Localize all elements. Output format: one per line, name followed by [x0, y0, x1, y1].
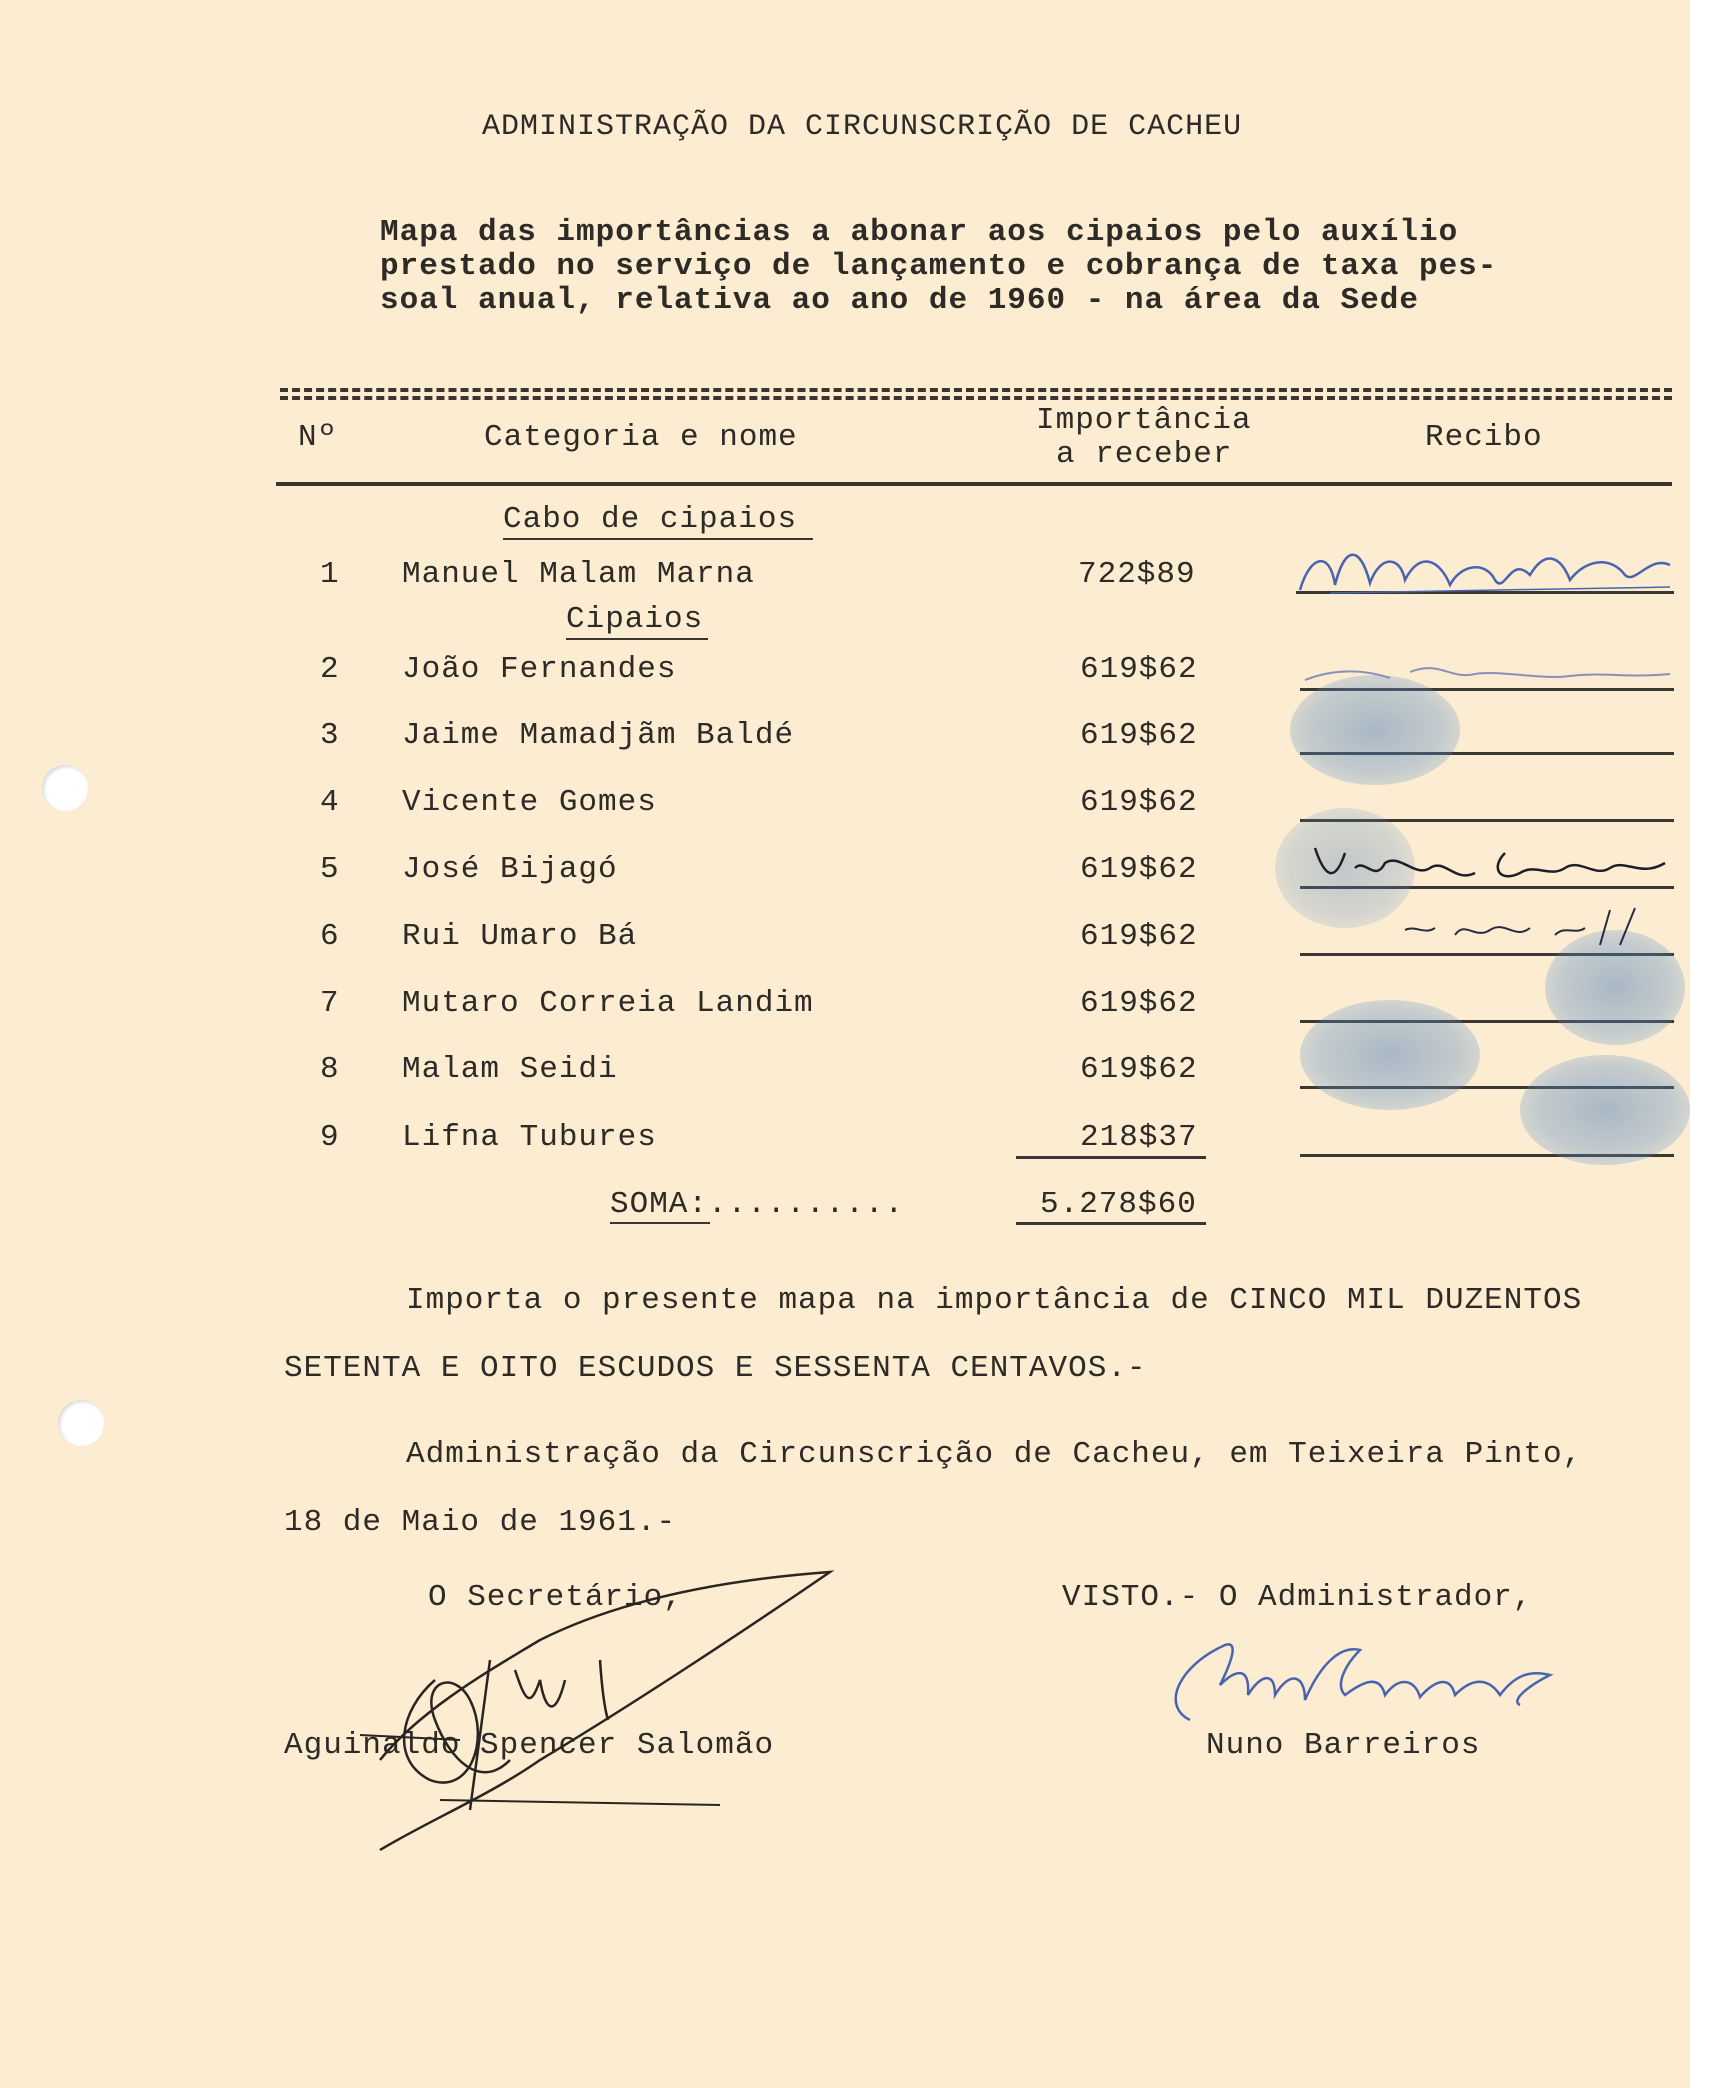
table-top-rule — [280, 388, 1672, 392]
row-amount: 619$62 — [1080, 785, 1198, 820]
description-line-2: prestado no serviço de lançamento e cobrança de taxa pes- — [380, 249, 1498, 284]
secretary-title: O Secretário, — [428, 1580, 683, 1615]
column-header-amount-2: a receber — [1056, 437, 1233, 472]
secretary-signature — [340, 1560, 840, 1860]
place-line: Administração da Circunscrição de Cacheu, em Teixeira Pinto, — [406, 1437, 1583, 1472]
row-number: 9 — [320, 1120, 340, 1155]
row-amount: 619$62 — [1080, 718, 1198, 753]
column-header-number: Nº — [298, 420, 338, 455]
administrator-name: Nuno Barreiros — [1206, 1728, 1481, 1763]
amount-in-words-line-2: SETENTA E OITO ESCUDOS E SESSENTA CENTAVOS.- — [284, 1351, 1147, 1386]
group-label-cabo: Cabo de cipaios — [503, 502, 798, 537]
table-header-rule — [276, 482, 1672, 486]
row-number: 6 — [320, 919, 340, 954]
row-name: Malam Seidi — [402, 1052, 618, 1087]
table-top-rule-2 — [280, 396, 1672, 400]
group-label-cipaios-underline — [566, 638, 708, 640]
amount-in-words-line-1: Importa o presente mapa na importância de CINCO MIL DUZENTOS — [406, 1283, 1583, 1318]
row-number: 2 — [320, 652, 340, 687]
row-name: Vicente Gomes — [402, 785, 657, 820]
row-number: 8 — [320, 1052, 340, 1087]
row-name: José Bijagó — [402, 852, 618, 887]
row-amount: 619$62 — [1080, 919, 1198, 954]
page-margin — [1690, 0, 1714, 2088]
punch-hole-bottom — [58, 1400, 104, 1446]
row-name: Jaime Mamadjãm Baldé — [402, 718, 795, 753]
row-name: Mutaro Correia Landim — [402, 986, 814, 1021]
row-name: Manuel Malam Marna — [402, 557, 755, 592]
total-amount: 5.278$60 — [1040, 1187, 1197, 1222]
thumbprint-stamp — [1300, 1000, 1480, 1110]
row-number: 4 — [320, 785, 340, 820]
thumbprint-stamp — [1520, 1055, 1690, 1165]
administrator-signature — [1130, 1625, 1580, 1735]
row-amount: 619$62 — [1080, 652, 1198, 687]
description-line-3: soal anual, relativa ao ano de 1960 - na área da Sede — [380, 283, 1419, 318]
column-header-name: Categoria e nome — [484, 420, 798, 455]
receipt-signature-4 — [1305, 838, 1675, 898]
row-name: João Fernandes — [402, 652, 677, 687]
row-amount: 619$62 — [1080, 986, 1198, 1021]
group-label-cipaios: Cipaios — [566, 602, 704, 637]
group-label-cabo-underline — [503, 538, 813, 540]
description-line-1: Mapa das importâncias a abonar aos cipaios pelo auxílio — [380, 215, 1459, 250]
row-number: 1 — [320, 557, 340, 592]
receipt-signature-6 — [1395, 900, 1655, 955]
secretary-name: Aguinaldo Spencer Salomão — [284, 1728, 775, 1763]
row-number: 3 — [320, 718, 340, 753]
subtotal-rule — [1016, 1156, 1206, 1159]
total-label: SOMA:.......... — [610, 1187, 905, 1222]
row-amount: 218$37 — [1080, 1120, 1198, 1155]
total-label-underline — [610, 1222, 710, 1224]
receipt-signature-2 — [1300, 650, 1680, 690]
row-number: 7 — [320, 986, 340, 1021]
row-name: Lifna Tubures — [402, 1120, 657, 1155]
date-line: 18 de Maio de 1961.- — [284, 1505, 677, 1540]
row-name: Rui Umaro Bá — [402, 919, 638, 954]
document-title: ADMINISTRAÇÃO DA CIRCUNSCRIÇÃO DE CACHEU — [482, 110, 1243, 144]
punch-hole-top — [42, 765, 88, 811]
row-number: 5 — [320, 852, 340, 887]
row-amount: 619$62 — [1080, 852, 1198, 887]
total-amount-underline — [1016, 1222, 1206, 1225]
administrator-title: VISTO.- O Administrador, — [1062, 1580, 1533, 1615]
column-header-receipt: Recibo — [1425, 420, 1543, 455]
column-header-amount-1: Importância — [1036, 403, 1252, 438]
receipt-signature-1 — [1290, 535, 1680, 605]
row-amount: 619$62 — [1080, 1052, 1198, 1087]
thumbprint-stamp — [1290, 675, 1460, 785]
row-amount: 722$89 — [1078, 557, 1196, 592]
